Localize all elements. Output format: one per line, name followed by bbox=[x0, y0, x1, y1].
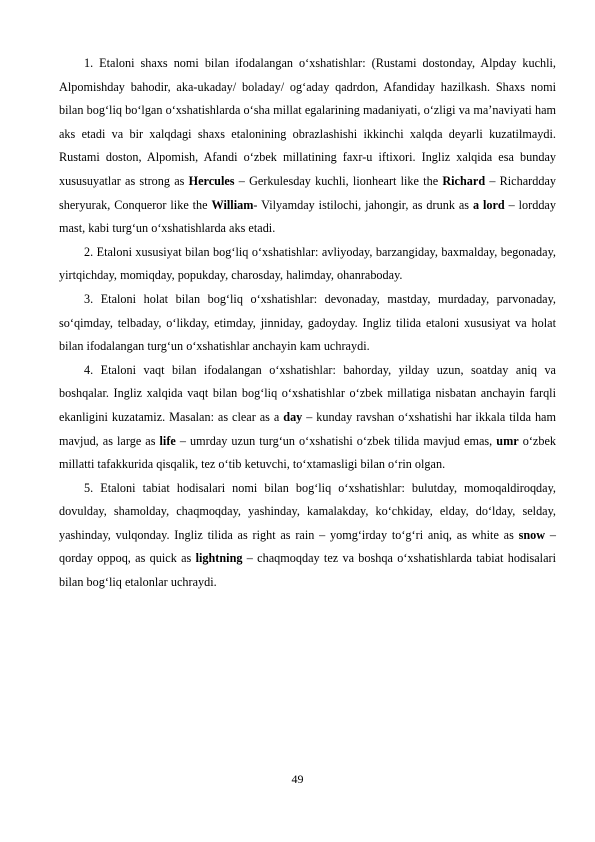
bold-term: William bbox=[211, 197, 254, 212]
bold-term: snow bbox=[518, 527, 546, 542]
text-run: 3. Etaloni holat bilan bog‘liq o‘xshatishlar: devonaday, mastday, murdaday, parvonaday, so‘qimday, telbaday, o‘likday, etimday, jinniday, gadoyday. Ingliz tilida etaloni xususiyat va holat bilan ifodalangan turg‘un o‘xshatishlar anchayin kam uchraydi. bbox=[59, 291, 556, 354]
document-body bbox=[59, 52, 556, 595]
text-run: – kunday ravshan o‘xshatishi har ikkala tilda ham mavjud, as large as bbox=[59, 409, 556, 448]
text-run: 4. Etaloni vaqt bilan ifodalangan o‘xshatishlar: bahorday, yilday uzun, soatday aniq va boshqalar. Ingliz xalqida vaqt bilan bog‘liq o‘xshatishlar o‘zbek millatiga nisbatan anchayin farqli ekanligini kuzatamiz. Masalan: as clear as a bbox=[59, 362, 556, 424]
paragraph-5 bbox=[59, 477, 556, 595]
text-run: o‘zbek millatti tafakkurida qisqalik, tez o‘tib ketuvchi, to‘xtamasligi bilan o‘rin olgan. bbox=[59, 433, 556, 472]
text-run: – Gerkulesday kuchli, lionheart like the bbox=[234, 173, 443, 188]
text-run: 1. Etaloni shaxs nomi bilan ifodalangan o‘xshatishlar: (Rustami dostonday, Alpday kuchli, Alpomishday bahodir, aka-ukaday/ boladay/ og‘aday qadrdon, Afandiday hazilkash. Shaxs nomi bilan bog‘liq bo‘lgan o‘xshatishlarda o‘sha millat egalarining madaniyati, o‘zligi va ma’naviyati ham aks etadi va bir xalqdagi shaxs etalonining obrazlashishi ikkinchi xalqda deyarli kuzatilmaydi. Rustami doston, Alpomish, Afandi o‘zbek millatining faxr-u iftixori. Ingliz xalqida esa bunday xususuyatlar as strong as bbox=[59, 56, 556, 188]
text-run: – chaqmoqday tez va boshqa o‘xshatishlarda tabiat hodisalari bilan bog‘liq etalonlar uchraydi. bbox=[59, 551, 556, 590]
text-run: 2. Etaloni xususiyat bilan bog‘liq o‘xshatishlar: avliyoday, barzangiday, baxmalday, begonaday, yirtqichday, momiqday, popukday, charosday, halimday, ohanraboday. bbox=[59, 244, 556, 283]
text-run: – Richardday sheryurak, Conqueror like the bbox=[59, 173, 557, 212]
bold-term: lightning bbox=[195, 551, 243, 566]
bold-term: a lord bbox=[472, 197, 505, 212]
text-run: – umrday uzun turg‘un o‘xshatishi o‘zbek tilida mavjud emas, bbox=[175, 433, 497, 448]
bold-term: life bbox=[159, 433, 176, 448]
paragraph-2 bbox=[59, 241, 556, 288]
bold-term: umr bbox=[496, 433, 519, 448]
text-run: – qorday oppoq, as quick as bbox=[59, 527, 557, 566]
bold-term: day bbox=[283, 409, 303, 424]
page-number: 49 bbox=[291, 772, 304, 786]
text-run: - Vilyamday istilochi, jahongir, as drunk as bbox=[253, 197, 473, 212]
paragraph-1 bbox=[59, 52, 556, 241]
text-run: 5. Etaloni tabiat hodisalari nomi bilan bog‘liq o‘xshatishlar: bulutday, momoqaldiroqday, dovulday, shamolday, chaqmoqday, yashinday, kamalakday, ko‘chkiday, elday, do‘lday, selday, yashinday, vulqonday. Ingliz tilida as right as rain – yomg‘irday to‘g‘ri aniq, as white as bbox=[59, 480, 556, 542]
paragraph-3 bbox=[59, 288, 556, 359]
paragraph-4 bbox=[59, 359, 556, 477]
bold-term: Hercules bbox=[188, 173, 235, 188]
text-run: – lordday mast, kabi turg‘un o‘xshatishlarda aks etadi. bbox=[59, 197, 556, 236]
bold-term: Richard bbox=[442, 173, 486, 188]
